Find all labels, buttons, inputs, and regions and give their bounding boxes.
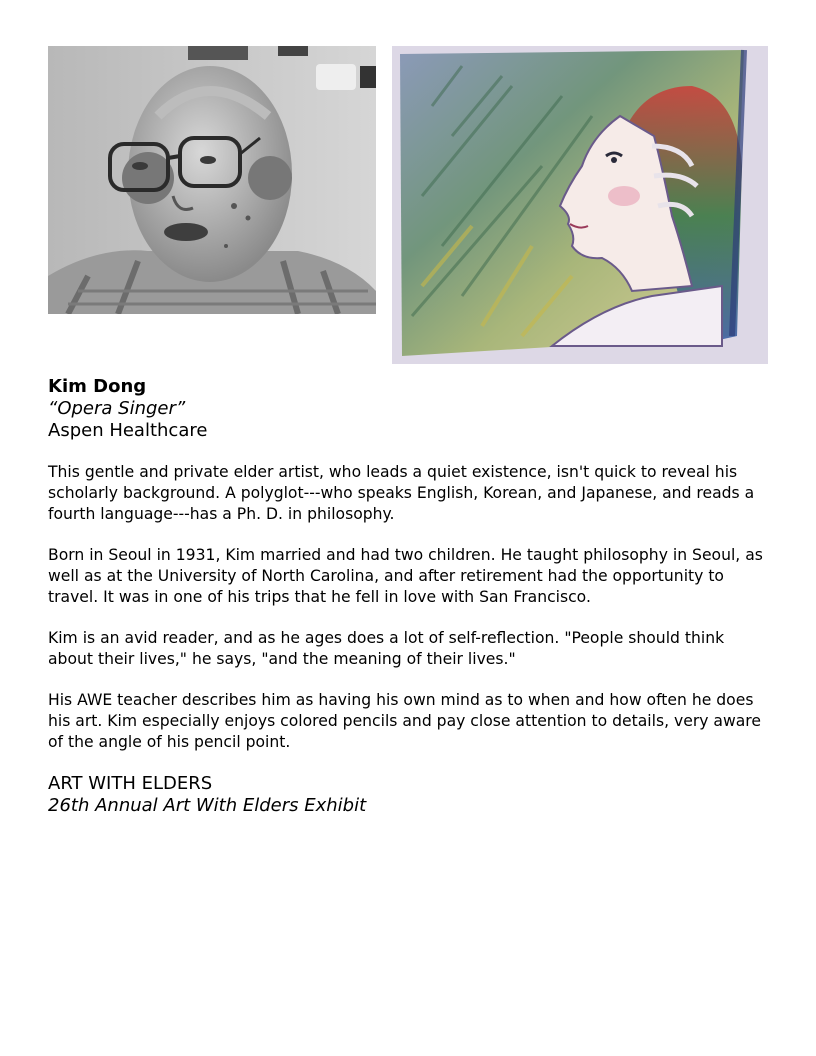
artwork-title: “Opera Singer”	[48, 398, 186, 419]
artist-name: Kim Dong	[48, 376, 147, 397]
organization-name: ART WITH ELDERS	[48, 773, 213, 794]
bio-paragraph: This gentle and private elder artist, who leads a quiet existence, isn't quick to reveal his scholarly background. A polyglot---who speaks English, Korean, and Japanese, and reads a fourth language---has a Ph. D. in philosophy.	[48, 463, 755, 523]
bio-paragraph: Born in Seoul in 1931, Kim married and had two children. He taught philosophy in Seoul, as well as at the University of North Carolina, and after retirement had the opportunity to travel. It was in one of his trips that he fell in love with San Francisco.	[48, 546, 763, 606]
artist-photo	[48, 46, 376, 314]
exhibit-title: 26th Annual Art With Elders Exhibit	[48, 795, 367, 816]
artwork-image	[392, 46, 768, 364]
bio-paragraph: Kim is an avid reader, and as he ages does a lot of self-reflection. "People should think about their lives," he says, "and the meaning of their lives."	[48, 629, 725, 668]
artist-profile	[48, 376, 768, 817]
bio-paragraph: His AWE teacher describes him as having his own mind as to when and how often he does his art. Kim especially enjoys colored pencils and pay close attention to details, very aware of the angle of his pencil point.	[48, 691, 761, 751]
artist-bio	[48, 462, 768, 753]
facility-name: Aspen Healthcare	[48, 420, 208, 441]
